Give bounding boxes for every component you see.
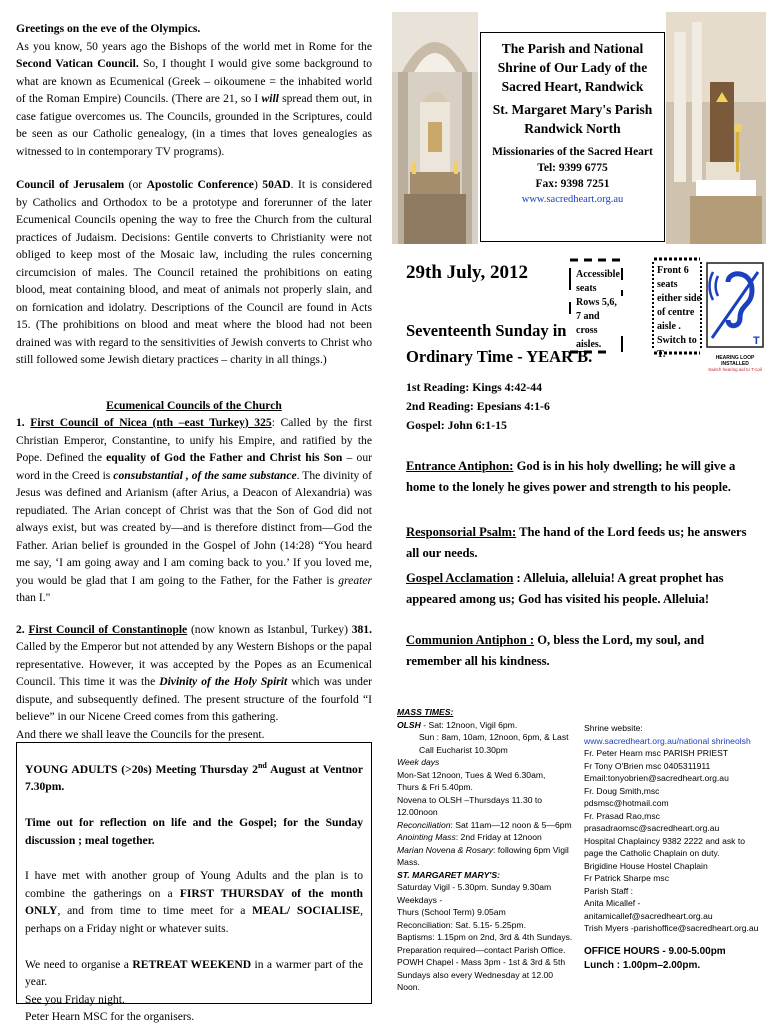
constantinople-paragraph bbox=[16, 621, 372, 726]
text-run: , and from time to time meet for a bbox=[57, 904, 253, 918]
text-run: : Sat 11am—12 noon & 5—6pm bbox=[450, 819, 572, 830]
closing-line: And there we shall leave the Councils for the present. bbox=[16, 727, 265, 741]
retreat-text bbox=[25, 956, 363, 991]
readings-list bbox=[406, 378, 550, 435]
text-run: 2. bbox=[16, 622, 29, 636]
shrine-info-box bbox=[480, 32, 665, 242]
sunday-line-1: Seventeenth Sunday in bbox=[406, 321, 567, 340]
staff-line: pdsmsc@hotmail.com bbox=[584, 798, 669, 808]
parish-title: St. Margaret Mary's Parish Randwick North bbox=[492, 102, 653, 136]
text-run: – our word in the Creed is bbox=[16, 451, 372, 482]
phone-number: Tel: 9399 6775 bbox=[537, 162, 608, 174]
first-reading: 1st Reading: Kings 4:42-44 bbox=[406, 380, 542, 394]
missionaries-text: Missionaries of the Sacred Heart bbox=[492, 146, 653, 158]
second-reading: 2nd Reading: Epesians 4:1-6 bbox=[406, 399, 550, 413]
young-adults-box bbox=[16, 742, 372, 1024]
shrine-website-link[interactable]: www.sacredheart.org.au/national shrineolsh bbox=[584, 735, 751, 746]
signature-text: Peter Hearn MSC for the organisers. bbox=[25, 1010, 195, 1024]
text-run: : 2nd Friday at 12noon bbox=[455, 832, 542, 842]
altar-photo bbox=[392, 12, 478, 244]
text-run: The hand of the Lord feeds us; he answers all our needs. bbox=[406, 525, 747, 560]
text-run: Council of Jerusalem bbox=[16, 178, 125, 191]
left-column bbox=[16, 20, 372, 743]
text-run: We need to organise a bbox=[25, 957, 133, 971]
text-run: Divinity of the Holy Spirit bbox=[159, 675, 288, 688]
text-run: I have met with another group of Young Adults and the plan is to combine the gatherings on a bbox=[25, 869, 363, 900]
website-link[interactable]: www.sacredheart.org.au bbox=[521, 194, 624, 205]
shrine-website bbox=[584, 722, 764, 747]
text-run: spread them out, in case fatigue overcomes us. The Councils, grounded in the Scriptures, could be seen as our Catholic genealogy, (in a times that loves genealogies as witnessed to in contemporary TV programs). bbox=[16, 92, 372, 158]
staff-line: Parish Staff : bbox=[584, 885, 634, 896]
week-days-line-1: Mon-Sat 12noon, Tues & Wed 6.30am, bbox=[397, 769, 546, 780]
staff-line: prasadraomsc@sacredheart.org.au bbox=[584, 823, 720, 833]
preparation-text: Preparation required—contact Parish Office. bbox=[397, 944, 566, 955]
council-jerusalem-paragraph bbox=[16, 176, 372, 369]
text-run: - Sat: 12noon, Vigil 6pm. bbox=[420, 719, 518, 730]
reconciliation-text bbox=[397, 819, 577, 832]
hearing-loop-icon bbox=[706, 262, 764, 350]
text-run: . It is considered by Catholics and Orthodox to be a prototype and forerunner of the later Ecumenical Councils opening the way to free the Church from the cultural practices of Judaism. Decisions: Gentile converts to Christianity were not obliged to keep most of the Mosaic law, including the rules concerning circumcision of males. The Council retained the prohibitions on eating blood, meat containing blood, and meat of animals not properly slain, and on fornication and idolatry. Descriptions of the Council are found in Acts 15. (The prohibitions on blood and meat where the blood had not been drained was with regard to the sensitivities of Jewish converts to Christ who still followed some Jewish dietary practices – charity in all things.) bbox=[16, 178, 372, 366]
staff-line: Trish Myers -parishoffice@sacredheart.org.au bbox=[584, 923, 759, 933]
text-run: : following 6pm Vigil Mass. bbox=[397, 844, 569, 867]
text-run: August at Ventnor 7.30pm. bbox=[25, 762, 363, 794]
text-run: , perhaps on a Friday night or whatever suits. bbox=[25, 904, 363, 936]
text-run: Shrine website: bbox=[584, 723, 643, 733]
text-run: Reconciliation bbox=[397, 819, 451, 830]
parish-staff bbox=[584, 722, 764, 973]
text-run: Responsorial Psalm: bbox=[406, 525, 517, 539]
thursday-school-term: Thurs (School Term) 9.05am bbox=[397, 907, 506, 917]
olsh-sunday: Sun : 8am, 10am, 12noon, 6pm, & Last Call Eucharist 10.30pm bbox=[419, 732, 569, 755]
staff-line: Fr. Prasad Rao,msc bbox=[584, 810, 660, 821]
text-run: consubstantial , of the same substance bbox=[113, 468, 297, 482]
liturgy-date: 29th July, 2012 bbox=[406, 262, 528, 283]
weekdays-label: Weekdays - bbox=[397, 894, 443, 905]
text-run: Second Vatican Council. bbox=[16, 57, 139, 70]
responsorial-psalm bbox=[406, 522, 758, 564]
greetings-title: Greetings on the eve of the Olympics. bbox=[16, 22, 201, 35]
staff-line: Email:tonyobrien@sacredheart.org.au bbox=[584, 773, 729, 783]
text-run: O, bless the Lord, my soul, and remember all his kindness. bbox=[406, 633, 705, 668]
accessible-seats-text: Accessible seats Rows 5,6, 7 and cross aisles. bbox=[576, 269, 620, 350]
staff-line: Brigidine House Hostel Chaplain bbox=[584, 860, 708, 871]
novena-text: Novena to OLSH –Thursdays 11.30 to 12.00noon bbox=[397, 794, 543, 817]
text-run: than I." bbox=[16, 591, 51, 604]
staff-line: Fr. Doug Smith,msc bbox=[584, 785, 660, 796]
young-adults-plan bbox=[25, 867, 363, 937]
staff-line: Fr Patrick Sharpe msc bbox=[584, 873, 670, 883]
text-run: Communion Antiphon : bbox=[406, 633, 535, 647]
text-run: in a warmer part of the year. bbox=[25, 957, 363, 989]
text-run: As you know, 50 years ago the Bishops of the world met in Rome for the bbox=[16, 39, 372, 53]
sunday-line-2: Ordinary Time - YEAR B. bbox=[406, 347, 593, 366]
text-run: RETREAT WEEKEND bbox=[132, 957, 252, 971]
text-run: Marian Novena & Rosary bbox=[397, 844, 494, 855]
reflection-text: Time out for reflection on life and the Gospel; for the Sunday discussion ; meal together. bbox=[25, 816, 363, 847]
see-you-text: See you Friday night. bbox=[25, 992, 125, 1006]
text-run: Called by the Emperor but not attended by any Western Bishops or the papal representative. However, it was accepted by the Popes as an Ecumenical Council. This time it was the bbox=[16, 640, 372, 688]
text-run: . The divinity of Jesus was defined and Arianism (after Arius, a Deacon of Alexandria) was repudiated. The Arian concept of Christ was that the Son of God did not always exist, but was created by—and is therefore distinct from—God the Father. Arian belief is grounded in the Gospel of John (14:28) “You heard me say, ‘I am going away and I am coming back to you.’ If you loved me, you would be glad that I am going to the Father, for the Father is bbox=[16, 468, 372, 587]
altar-photo-drawing bbox=[392, 12, 478, 244]
week-days-line-2: Thurs & Fri 5.40pm. bbox=[397, 782, 473, 792]
reconciliation-smm: Reconciliation: Sat. 5.15- 5.25pm. bbox=[397, 919, 526, 930]
sanctuary-photo-drawing bbox=[666, 12, 766, 244]
st-margaret-marys-heading: ST. MARGARET MARY'S: bbox=[397, 869, 500, 880]
gospel-reading: Gospel: John 6:1-15 bbox=[406, 418, 507, 432]
text-run: Gospel Acclamation bbox=[406, 571, 514, 585]
text-run: First Council of Constantinople bbox=[28, 622, 188, 636]
text-run: YOUNG ADULTS (>20s) Meeting Thursday 2 bbox=[25, 762, 258, 776]
staff-line: Fr Tony O'Brien msc 0405311911 bbox=[584, 760, 711, 771]
front-seats-box bbox=[650, 256, 704, 360]
hearing-loop-sign bbox=[706, 262, 764, 372]
shrine-title: The Parish and National Shrine of Our Lady of the Sacred Heart, Randwick bbox=[497, 41, 648, 94]
text-run: : Alleluia, alleluia! A great prophet has appeared among us; God has visited his people. Alleluia! bbox=[406, 571, 724, 606]
text-run: First Council of Nicea (nth –east Turkey) 325 bbox=[30, 416, 272, 429]
svg-text:T: T bbox=[753, 335, 760, 347]
baptisms-text: Baptisms: 1.15pm on 2nd, 3rd & 4th Sundays. bbox=[397, 932, 573, 942]
nicea-paragraph bbox=[16, 414, 372, 607]
ecumenical-councils-heading: Ecumenical Councils of the Church bbox=[106, 398, 282, 412]
sanctuary-photo bbox=[666, 12, 766, 244]
text-run: 381. bbox=[351, 622, 372, 636]
week-days-label: Week days bbox=[397, 757, 440, 767]
mass-times bbox=[397, 706, 577, 994]
text-run: greater bbox=[338, 573, 372, 587]
text-run: Anointing Mass bbox=[397, 832, 456, 842]
fax-number: Fax: 9398 7251 bbox=[535, 178, 610, 190]
olsh-saturday bbox=[397, 719, 577, 732]
office-hours: OFFICE HOURS - 9.00-5.00pm bbox=[584, 945, 726, 957]
hearing-loop-caption: HEARING LOOP INSTALLED bbox=[715, 355, 755, 367]
communion-antiphon bbox=[406, 630, 758, 672]
text-run: So, I thought I would give some background to what are known as Ecumenical (Greek – oikoumene = the inhabited world of the Roman Empire) Councils. (There are 21, so I bbox=[16, 57, 372, 105]
text-run: 50AD bbox=[262, 178, 291, 191]
lunch-hours: Lunch : 1.00pm–2.00pm. bbox=[584, 959, 701, 971]
staff-line: Hospital Chaplaincy 9382 2222 and ask to page the Catholic Chaplain on duty. bbox=[584, 835, 746, 858]
hearing-loop-subcaption: Switch hearing aid to T-coil bbox=[708, 367, 762, 372]
text-run: Apostolic Conference bbox=[146, 178, 254, 191]
text-run: Entrance Antiphon: bbox=[406, 459, 514, 473]
anointing-text bbox=[397, 831, 577, 844]
sunday-title bbox=[406, 318, 592, 370]
text-run: OLSH bbox=[397, 719, 421, 730]
staff-line: Anita Micallef -anitamicallef@sacredheart.org.au bbox=[584, 898, 713, 921]
text-run: ) bbox=[253, 178, 263, 191]
powh-chapel-text: POWH Chapel - Mass 3pm - 1st & 3rd & 5th bbox=[397, 957, 566, 967]
mass-times-title: MASS TIMES: bbox=[397, 707, 454, 717]
accessible-seats-box bbox=[566, 256, 626, 356]
staff-line: Fr. Peter Hearn msc PARISH PRIEST bbox=[584, 748, 729, 758]
entrance-antiphon bbox=[406, 456, 758, 498]
text-run: equality of God the Father and Christ his Son bbox=[106, 451, 343, 464]
text-run: : Called by the first Christian Emperor, Constantine, to unify his Empire, and ratified by the Pope. Defined the bbox=[16, 416, 373, 464]
gospel-acclamation bbox=[406, 568, 758, 610]
text-run: (now known as Istanbul, Turkey) bbox=[187, 622, 352, 636]
front-seats-text: Front 6 seats either side of centre aisle . Switch to T. bbox=[657, 265, 701, 360]
greetings-paragraph bbox=[16, 38, 372, 161]
sundays-wednesday-text: Sundays also every Wednesday at 12.00 Noon. bbox=[397, 969, 554, 992]
text-run: which was under dispute, and subsequently defined. The present structure of the fourfold “I believe” in our Nicene Creed comes from this gathering. bbox=[16, 675, 372, 723]
saturday-vigil: Saturday Vigil - 5.30pm. Sunday 9.30am bbox=[397, 882, 552, 892]
marian-novena-text bbox=[397, 844, 577, 869]
text-run: (or bbox=[124, 178, 147, 191]
text-run: FIRST THURSDAY of the month ONLY bbox=[25, 886, 363, 918]
text-run: God is in his holy dwelling; he will give a home to the lonely he gives power and strength to his people. bbox=[406, 459, 736, 494]
text-run: nd bbox=[257, 761, 267, 770]
text-run: MEAL/ SOCIALISE bbox=[252, 904, 361, 918]
text-run: will bbox=[261, 92, 279, 105]
text-run: 1. bbox=[16, 416, 31, 429]
young-adults-title bbox=[25, 757, 363, 796]
